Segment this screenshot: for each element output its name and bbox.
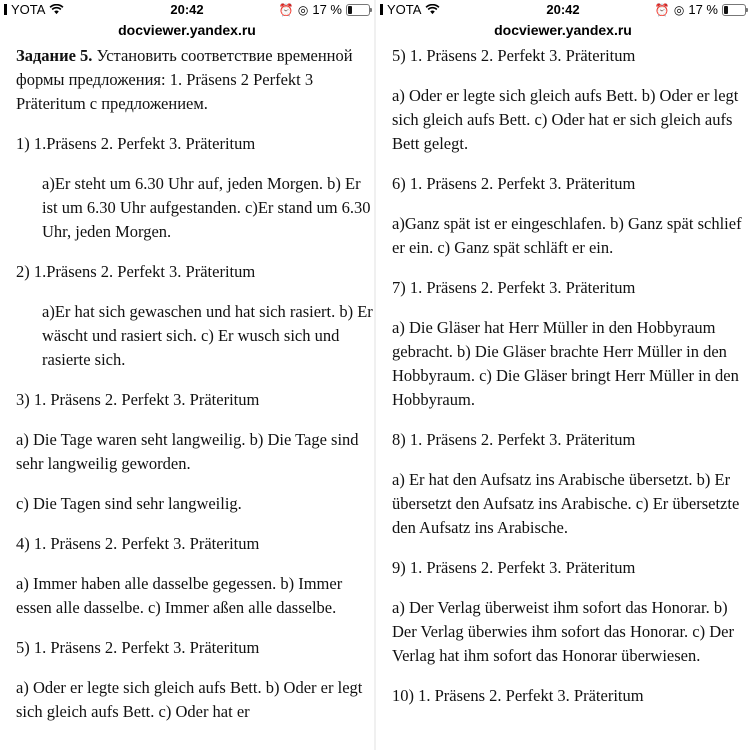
battery-icon — [722, 4, 746, 16]
item-heading: 2) 1.Präsens 2. Perfekt 3. Präteritum — [16, 262, 256, 281]
item-text: a) Die Gläser hat Herr Müller in den Hobbyraum gebracht. b) Die Gläser brachte Herr Müller in den Hobbyraum. c) Die Gläser bringt Herr Müller in den Hobbyraum. — [392, 318, 739, 409]
item-heading: 9) 1. Präsens 2. Perfekt 3. Präteritum — [392, 558, 636, 577]
clock: 20:42 — [546, 2, 580, 17]
left-screenshot — [0, 0, 374, 750]
battery-icon — [346, 4, 370, 16]
item-text: a) Immer haben alle dasselbe gegessen. b) Immer essen alle dasselbe. c) Immer aßen alle dasselbe. — [16, 574, 343, 617]
alarm-icon: ⏰ — [278, 2, 294, 17]
battery-level — [348, 6, 352, 14]
item-text: a) Die Tage waren seht langweilig. b) Die Tage sind sehr langweilig geworden. — [16, 430, 359, 473]
document-content — [0, 42, 374, 724]
item-heading: 4) 1. Präsens 2. Perfekt 3. Präteritum — [16, 534, 260, 553]
item-text: a)Ganz spät ist er eingeschlafen. b) Ganz spät schlief er ein. c) Ganz spät schläft er ein. — [392, 214, 742, 257]
battery-level — [724, 6, 728, 14]
item-text: a)Er hat sich gewaschen und hat sich rasiert. b) Er wäscht und rasiert sich. c) Er wusch sich und rasierte sich. — [42, 302, 373, 369]
url-bar[interactable]: docviewer.yandex.ru — [494, 22, 632, 38]
task-heading — [16, 44, 374, 116]
item-heading: 10) 1. Präsens 2. Perfekt 3. Präteritum — [392, 686, 644, 705]
item-text: c) Die Tagen sind sehr langweilig. — [16, 494, 242, 513]
battery-percent: 17 % — [688, 2, 718, 17]
item-text: a)Er steht um 6.30 Uhr auf, jeden Morgen. b) Er ist um 6.30 Uhr aufgestanden. c)Er stand um 6.30 Uhr, jeden Morgen. — [42, 174, 371, 241]
battery-percent: 17 % — [312, 2, 342, 17]
carrier-name: YOTA — [11, 2, 46, 17]
item-heading: 5) 1. Präsens 2. Perfekt 3. Präteritum — [392, 46, 636, 65]
task-label: Задание 5. — [16, 46, 93, 65]
status-bar — [0, 0, 374, 20]
item-heading: 8) 1. Präsens 2. Perfekt 3. Präteritum — [392, 430, 636, 449]
item-text: a) Oder er legte sich gleich aufs Bett. b) Oder er legt sich gleich aufs Bett. c) Oder hat er sich gleich aufs Bett gelegt. — [392, 86, 739, 153]
status-bar — [376, 0, 750, 20]
document-content — [376, 42, 750, 708]
carrier-name: YOTA — [387, 2, 422, 17]
item-text: a) Der Verlag überweist ihm sofort das Honorar. b) Der Verlag überwies ihm sofort das Honorar. c) Der Verlag hat ihm sofort das Honorar überwiesen. — [392, 598, 734, 665]
clock: 20:42 — [170, 2, 204, 17]
alarm-icon: ⏰ — [654, 2, 670, 17]
url-bar[interactable]: docviewer.yandex.ru — [118, 22, 256, 38]
item-heading: 6) 1. Präsens 2. Perfekt 3. Präteritum — [392, 174, 636, 193]
orientation-lock-icon: ◎ — [297, 2, 309, 17]
item-heading: 7) 1. Präsens 2. Perfekt 3. Präteritum — [392, 278, 636, 297]
item-heading: 1) 1.Präsens 2. Perfekt 3. Präteritum — [16, 134, 256, 153]
item-heading: 3) 1. Präsens 2. Perfekt 3. Präteritum — [16, 390, 260, 409]
orientation-lock-icon: ◎ — [673, 2, 685, 17]
task-text: Установить соответствие временной формы предложения: 1. Präsens 2 Perfekt 3 Präteritum с предложением. — [16, 46, 353, 113]
item-text: a) Oder er legte sich gleich aufs Bett. b) Oder er legt sich gleich aufs Bett. c) Oder hat er — [16, 678, 363, 721]
item-heading: 5) 1. Präsens 2. Perfekt 3. Präteritum — [16, 638, 260, 657]
item-text: a) Er hat den Aufsatz ins Arabische übersetzt. b) Er übersetzt den Aufsatz ins Arabische. c) Er übersetzte den Aufsatz ins Arabische. — [392, 470, 740, 537]
right-screenshot — [376, 0, 750, 750]
